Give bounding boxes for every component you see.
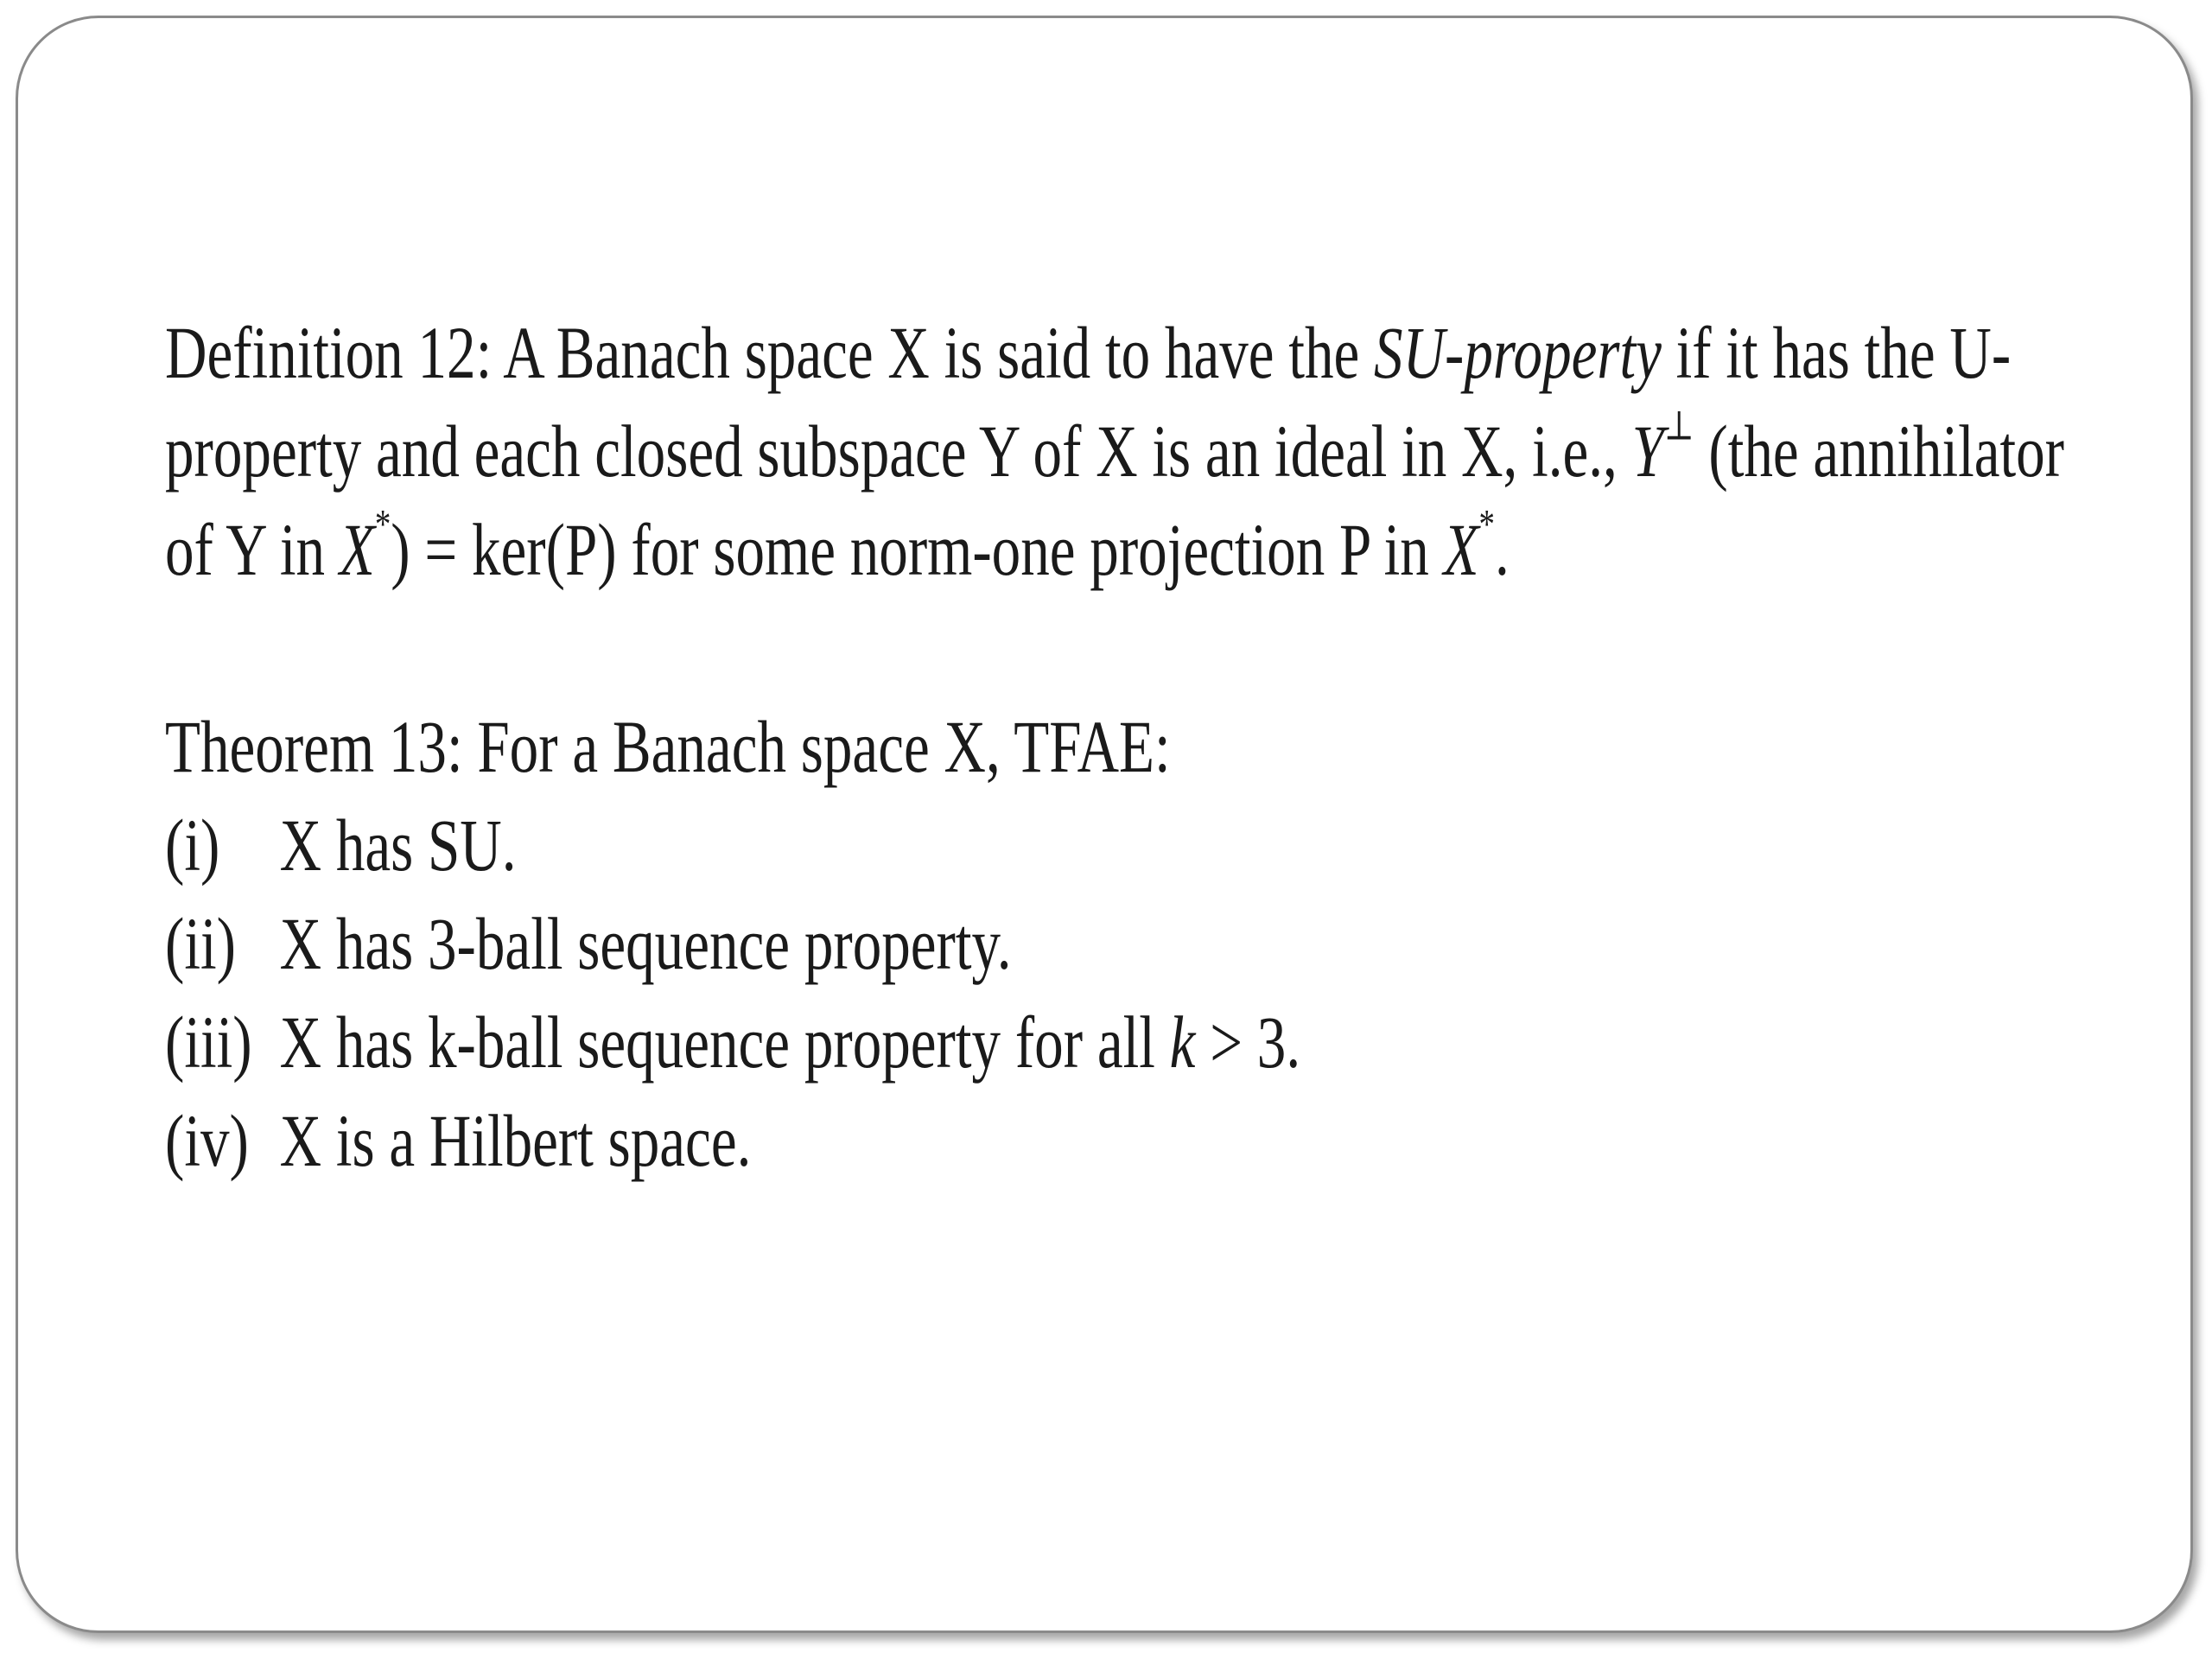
k-symbol: k bbox=[1169, 1001, 1196, 1084]
slide-content bbox=[165, 303, 2100, 1190]
definition-rest-1: if it has the U-property and each closed subspace Y of X is an ideal in X, i.e., bbox=[165, 311, 2012, 493]
list-marker: (i) bbox=[165, 804, 220, 887]
x-symbol-2: X bbox=[1443, 508, 1479, 591]
list-text bbox=[280, 993, 1301, 1091]
list-marker: (iii) bbox=[165, 1001, 252, 1084]
definition-rest-3: ) = ker(P) for some norm-one projection P in bbox=[391, 508, 1444, 591]
list-item bbox=[165, 993, 2100, 1091]
definition-term: SU-property bbox=[1374, 311, 1662, 394]
slide-frame bbox=[16, 16, 2193, 1633]
y-symbol: Y bbox=[1631, 410, 1664, 493]
list-text-before: X has k-ball sequence property for all bbox=[279, 1001, 1170, 1084]
perp-symbol: ⊥ bbox=[1663, 404, 1694, 449]
list-text: X is a Hilbert space. bbox=[279, 1099, 752, 1182]
list-marker: (iv) bbox=[165, 1099, 249, 1182]
list-text-after: > 3. bbox=[1195, 1001, 1301, 1084]
definition-paragraph bbox=[165, 303, 2100, 599]
star-symbol: * bbox=[374, 502, 391, 548]
list-item bbox=[165, 1091, 2100, 1190]
definition-rest-2: (the annihilator of Y in bbox=[165, 410, 2065, 591]
list-marker: (ii) bbox=[165, 902, 236, 985]
theorem-list bbox=[165, 796, 2100, 1190]
paragraph-gap bbox=[165, 599, 2100, 697]
star-symbol-2: * bbox=[1478, 502, 1496, 548]
definition-lead: Definition 12: A Banach space X is said to have the bbox=[165, 311, 1375, 394]
theorem-heading: Theorem 13: For a Banach space X, TFAE: bbox=[165, 705, 1171, 788]
list-text: X has SU. bbox=[279, 804, 517, 887]
definition-end: . bbox=[1495, 508, 1510, 591]
list-item bbox=[165, 894, 2100, 993]
list-text: X has 3-ball sequence property. bbox=[279, 902, 1012, 985]
list-item bbox=[165, 796, 2100, 894]
x-symbol: X bbox=[339, 508, 375, 591]
